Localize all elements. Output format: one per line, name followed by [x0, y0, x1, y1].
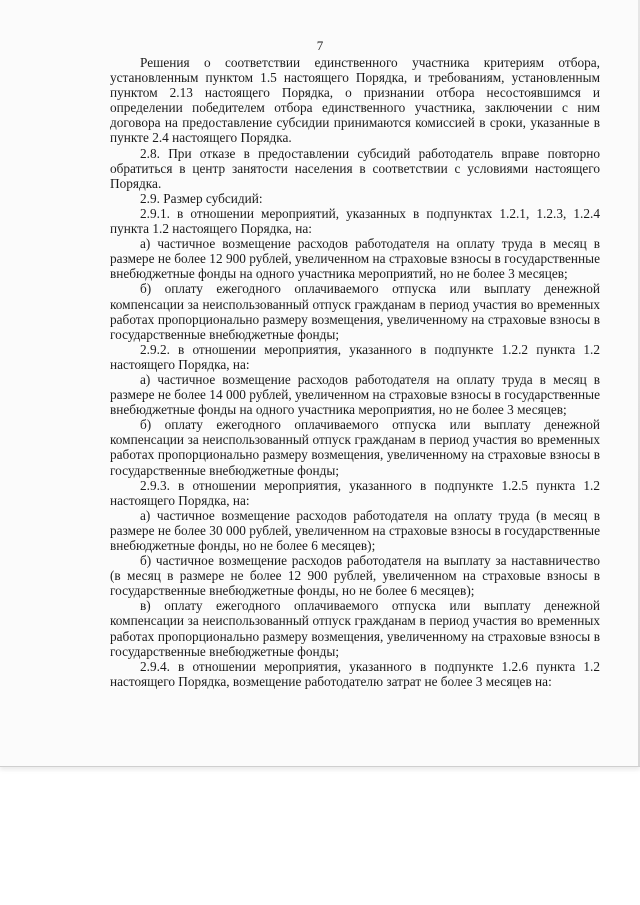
- paragraph-2-9-3-b: б) частичное возмещение расходов работодателя на выплату за наставничество (в месяц в размере не более 12 900 рублей, увеличенном на страховые взносы в государственные внебюджетные фонды, но не более 6 месяцев);: [110, 553, 600, 599]
- paragraph-2-9-1-a: а) частичное возмещение расходов работодателя на оплату труда в месяц в размере не более 12 900 рублей, увеличенном на страховые взносы в государственные внебюджетные фонды на одного участника мероприятий, но не более 3 месяцев;: [110, 236, 600, 282]
- paragraph-2-9-3-c: в) оплату ежегодного оплачиваемого отпуска или выплату денежной компенсации за неиспользованный отпуск гражданам в период участия во временных работах пропорционально размеру возмещения, увеличенному на страховые взносы в государственные внебюджетные фонды;: [110, 598, 600, 659]
- page-number: 7: [316, 38, 324, 53]
- paragraph-2-9-2-b: б) оплату ежегодного оплачиваемого отпуска или выплату денежной компенсации за неиспользованный отпуск гражданам в период участия во временных работах пропорционально размеру возмещения, увеличенному на страховые взносы в государственные внебюджетные фонды;: [110, 417, 600, 478]
- paragraph-2-9-4: 2.9.4. в отношении мероприятия, указанного в подпункте 1.2.6 пункта 1.2 настоящего Порядка, возмещение работодателю затрат не более 3 месяцев на:: [110, 658, 600, 689]
- paragraph-2-8: 2.8. При отказе в предоставлении субсидий работодатель вправе повторно обратиться в центр занятости населения в соответствии с условиями настоящего Порядка.: [110, 145, 600, 191]
- paragraph-2-9: 2.9. Размер субсидий:: [140, 190, 263, 206]
- paragraph-2-9-2-a: а) частичное возмещение расходов работодателя на оплату труда в месяц в размере не более 14 000 рублей, увеличенном на страховые взносы в государственные внебюджетные фонды на одного участника мероприятия, но не более 3 месяцев;: [110, 371, 600, 418]
- paragraph-commission-decisions: Решения о соответствии единственного участника критериям отбора, установленным пунктом 1.5 настоящего Порядка, и требованиям, установленным пунктом 2.13 настоящего Порядка, о признании отбора несостоявшимся и определении победителем отбора единственного участника, заключении с ним договора на предоставление субсидии принимаются комиссией в сроки, указанные в пункте 2.4 настоящего Порядка.: [110, 55, 600, 146]
- paragraph-2-9-1-b: б) оплату ежегодного оплачиваемого отпуска или выплату денежной компенсации за неиспользованный отпуск гражданам в период участия во временных работах пропорционально размеру возмещения, увеличенному на страховые взносы в государственные внебюджетные фонды;: [110, 281, 600, 342]
- document-body: [110, 55, 600, 689]
- paragraph-2-9-1: 2.9.1. в отношении мероприятий, указанных в подпунктах 1.2.1, 1.2.3, 1.2.4 пункта 1.2 настоящего Порядка, на:: [110, 205, 600, 237]
- paragraph-2-9-3-a: а) частичное возмещение расходов работодателя на оплату труда (в месяц в размере не более 30 000 рублей, увеличенном на страховые взносы в государственные внебюджетные фонды, но не более 6 месяцев);: [110, 507, 600, 553]
- paragraph-2-9-2: 2.9.2. в отношении мероприятия, указанного в подпункте 1.2.2 пункта 1.2 настоящего Порядка, на:: [110, 341, 600, 372]
- paragraph-2-9-3: 2.9.3. в отношении мероприятия, указанного в подпункте 1.2.5 пункта 1.2 настоящего Порядка, на:: [110, 477, 600, 508]
